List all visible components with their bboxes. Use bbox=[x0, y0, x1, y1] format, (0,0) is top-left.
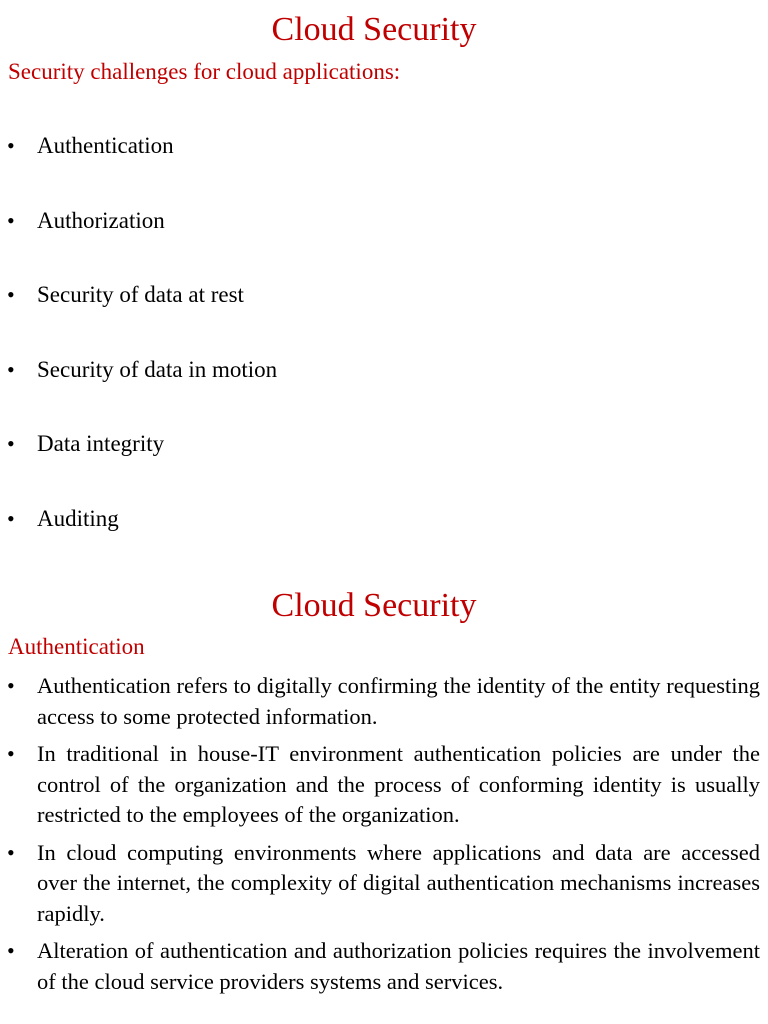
bullet-icon: • bbox=[7, 673, 15, 698]
list-item-text: Authentication bbox=[37, 133, 174, 158]
list-item bbox=[0, 277, 277, 352]
list-item-text: Security of data at rest bbox=[37, 282, 244, 307]
slide-subtitle: Security challenges for cloud applications: bbox=[8, 59, 401, 84]
list-item bbox=[0, 838, 760, 930]
challenge-list bbox=[0, 128, 277, 575]
bullet-icon: • bbox=[7, 741, 15, 766]
bullet-icon: • bbox=[7, 207, 15, 233]
list-item bbox=[0, 671, 760, 732]
bullet-icon: • bbox=[7, 356, 15, 382]
list-item bbox=[0, 128, 277, 203]
list-item bbox=[0, 501, 277, 576]
bullet-icon: • bbox=[7, 938, 15, 963]
slide-cloud-security-authentication bbox=[0, 576, 768, 1024]
bullet-icon: • bbox=[7, 133, 15, 158]
slide-subtitle: Authentication bbox=[8, 634, 145, 659]
list-item-text: Auditing bbox=[37, 505, 119, 531]
list-item-text: Authentication refers to digitally confirming the identity of the entity requesting access to some protected information. bbox=[37, 673, 760, 729]
bullet-icon: • bbox=[7, 839, 15, 865]
list-item-text: Alteration of authentication and authorization policies requires the involvement of the cloud service providers systems and services. bbox=[37, 938, 760, 994]
list-item-text: Security of data in motion bbox=[37, 356, 278, 382]
list-item bbox=[0, 426, 277, 501]
list-item-text: In traditional in house-IT environment authentication policies are under the control of the organization and the process of conforming identity is usually restricted to the employees of the organization. bbox=[37, 741, 760, 827]
bullet-icon: • bbox=[7, 431, 15, 456]
bullet-icon: • bbox=[7, 282, 15, 307]
slide-title: Cloud Security bbox=[271, 587, 477, 624]
list-item bbox=[0, 739, 760, 831]
list-item-text: Data integrity bbox=[37, 431, 165, 456]
bullet-icon: • bbox=[7, 505, 15, 531]
list-item bbox=[0, 936, 760, 997]
authentication-list bbox=[0, 671, 760, 1004]
list-item bbox=[0, 352, 277, 427]
list-item-text: In cloud computing environments where applications and data are accessed over the internet, the complexity of digital authentication mechanisms increases rapidly. bbox=[37, 839, 760, 926]
slide-title: Cloud Security bbox=[271, 11, 477, 48]
list-item-text: Authorization bbox=[37, 207, 165, 233]
list-item bbox=[0, 203, 277, 278]
